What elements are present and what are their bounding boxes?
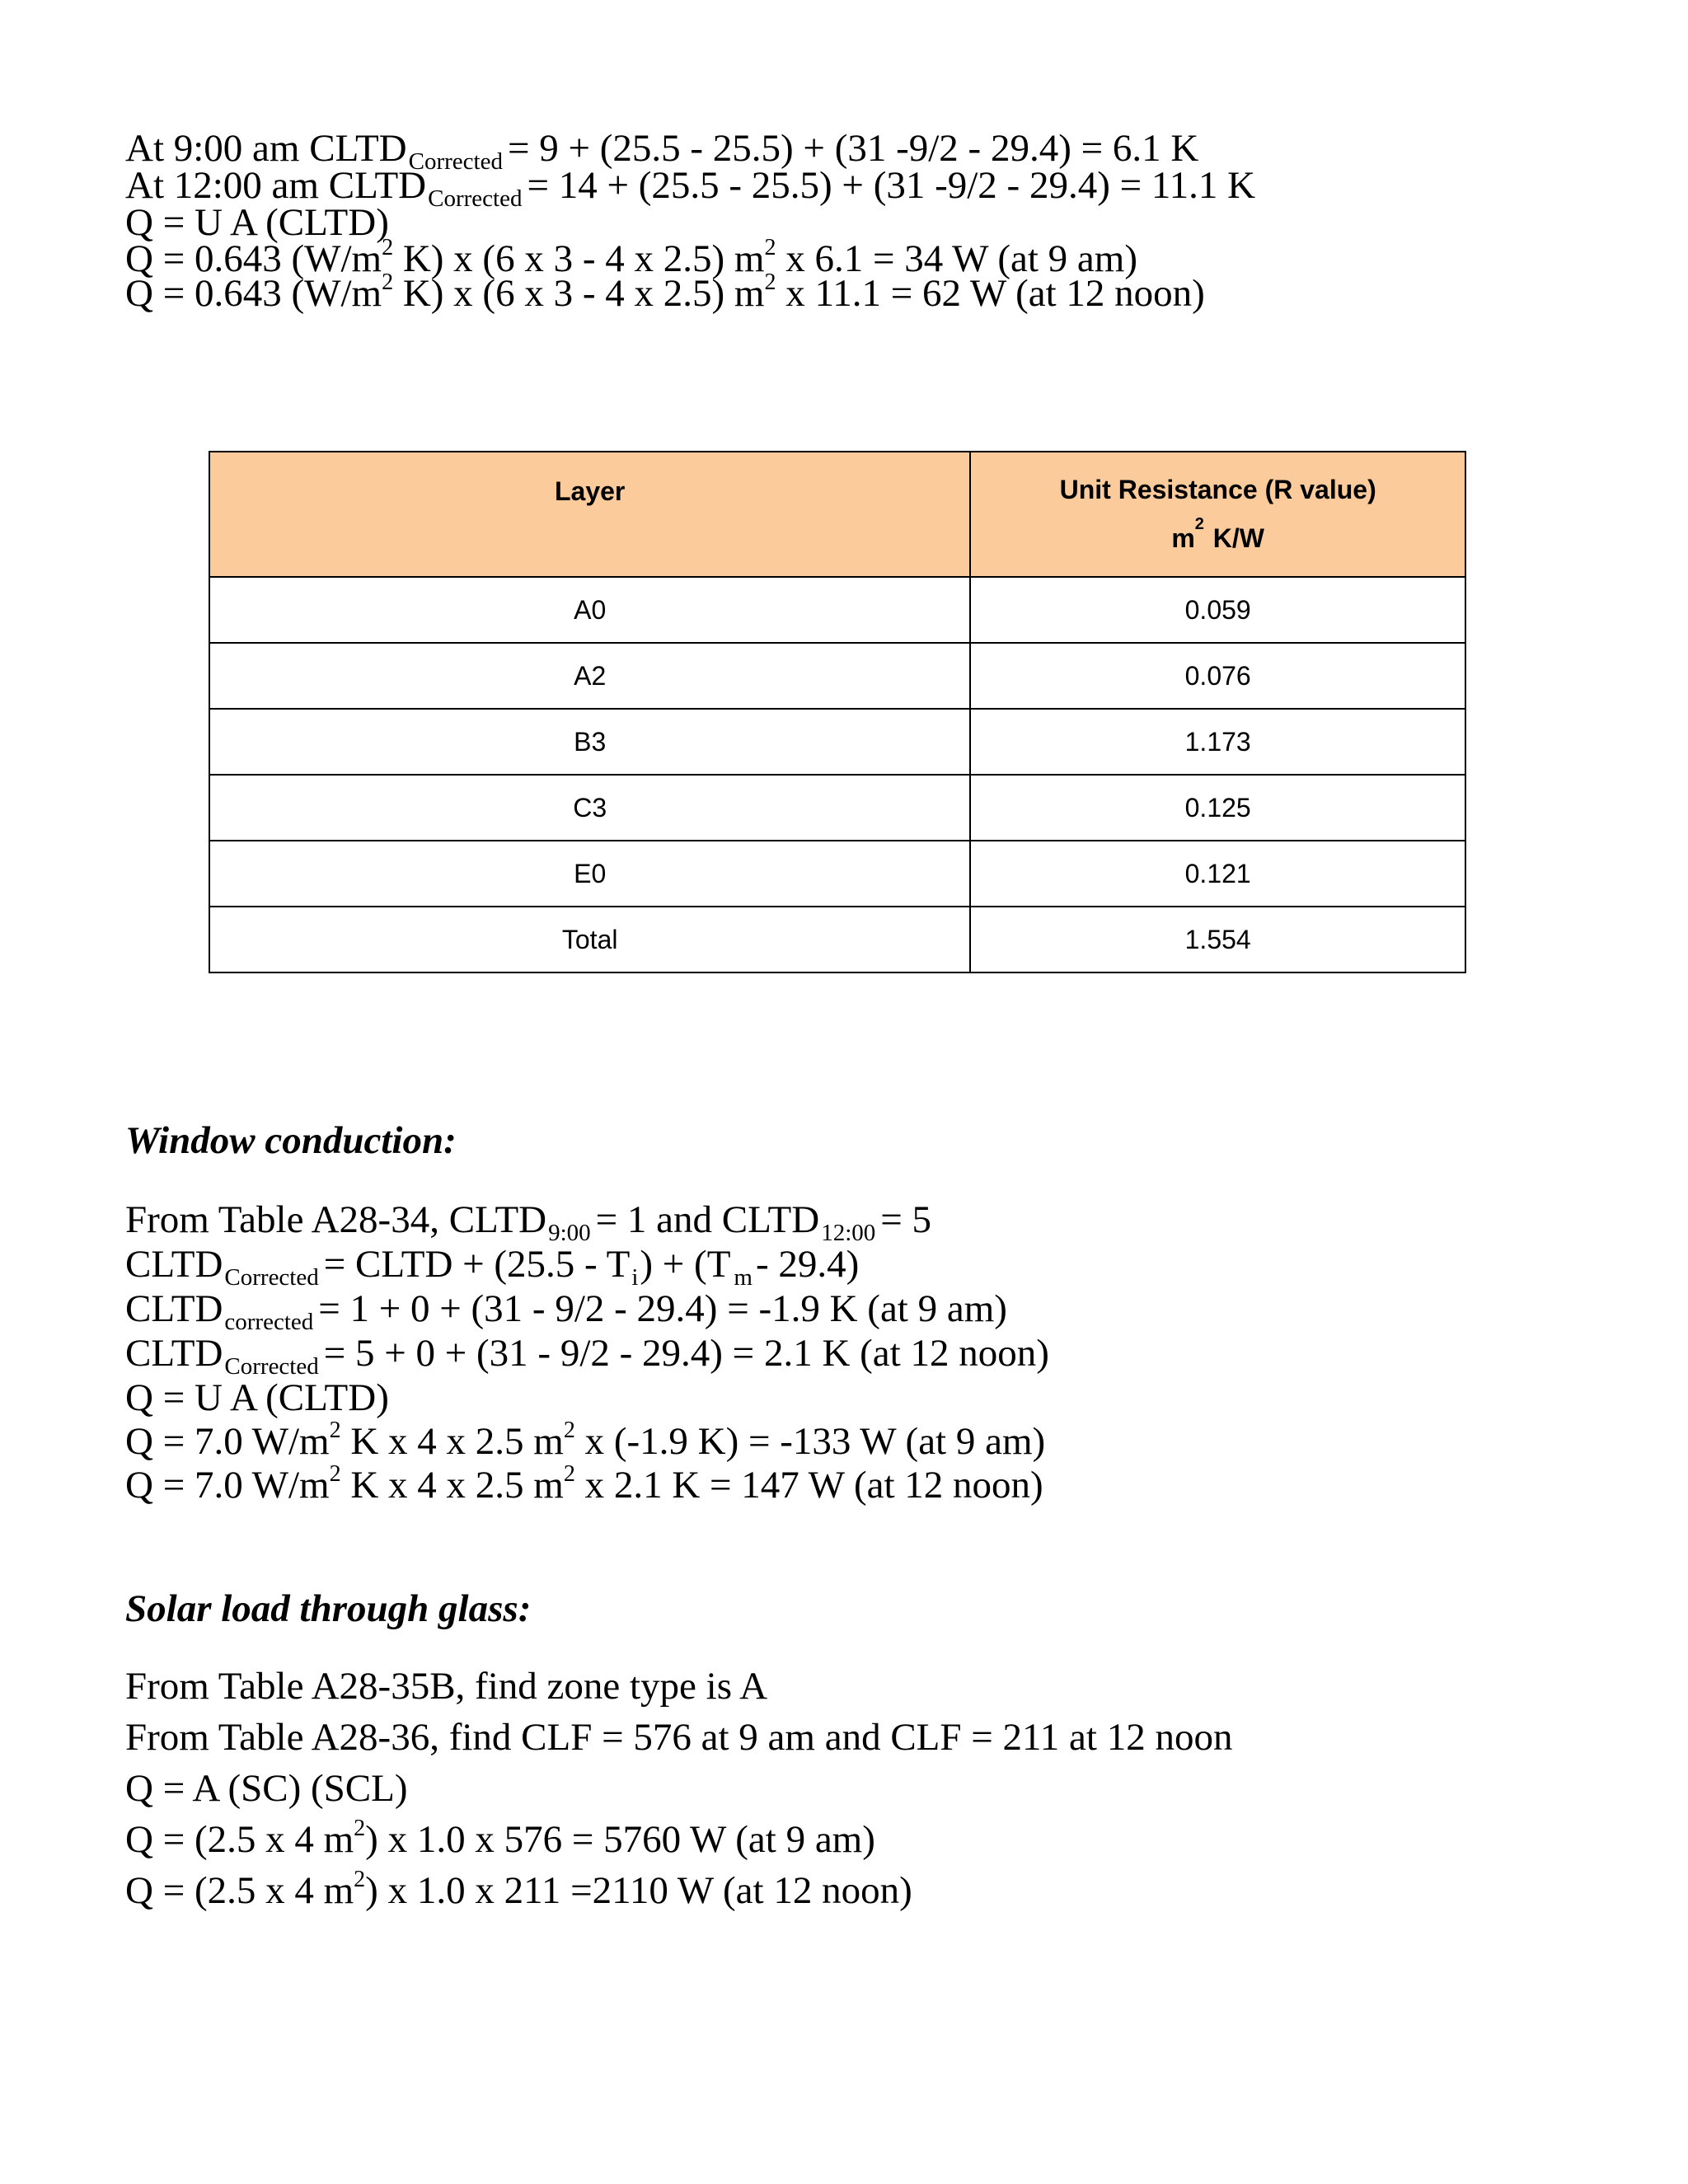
superscript: 2 [764,235,776,260]
text: K x 4 x 2.5 m [340,1420,564,1463]
unit-superscript: 2 [1194,515,1204,533]
text: Q = U A (CLTD) [125,1376,389,1419]
text: Q = (2.5 x 4 m [125,1869,354,1912]
table-header-row [209,452,1465,577]
subscript: m [734,1264,753,1291]
window-table-line [125,1199,931,1245]
superscript: 2 [764,269,776,295]
text: x 2.1 K = 147 W (at 12 noon) [574,1464,1043,1507]
text: ) + (T [640,1243,731,1286]
layer-cell: C3 [209,775,970,841]
text: = CLTD + (25.5 - T [323,1243,631,1286]
layer-cell: A2 [209,643,970,709]
window-conduction-heading: Window conduction: [125,1119,457,1162]
header-resistance-label: Unit Resistance (R value) [1059,475,1376,504]
text: x 11.1 = 62 W (at 12 noon) [776,272,1205,315]
text: K x 4 x 2.5 m [340,1464,564,1507]
table-row [209,841,1465,907]
text: From Table A28-34, CLTD [125,1198,547,1241]
superscript: 2 [382,269,394,295]
text: x 6.1 = 34 W (at 9 am) [776,237,1137,280]
text: = 5 [880,1198,932,1241]
text: = 1 + 0 + (31 - 9/2 - 29.4) = -1.9 K (at 9 am) [318,1287,1007,1330]
subscript: corrected [224,1309,314,1335]
text: Q = 7.0 W/m [125,1464,330,1507]
table-row-total [209,907,1465,972]
window-cltd-12noon-line [125,1333,1049,1379]
header-layer-label: Layer [554,476,626,506]
window-cltd-9am-line [125,1288,1007,1334]
subscript: 12:00 [821,1220,876,1246]
window-q-formula-line [125,1377,389,1418]
text: x (-1.9 K) = -133 W (at 9 am) [574,1420,1046,1463]
header-layer [209,452,970,577]
text: - 29.4) [755,1243,860,1286]
superscript: 2 [563,1418,575,1443]
text: Q = 7.0 W/m [125,1420,330,1463]
text: CLTD [125,1243,223,1286]
subscript: Corrected [224,1353,319,1380]
subscript: 9:00 [548,1220,591,1246]
layer-cell: E0 [209,841,970,907]
table-row [209,775,1465,841]
superscript: 2 [329,1461,341,1487]
table-row [209,643,1465,709]
text: = 5 + 0 + (31 - 9/2 - 29.4) = 2.1 K (at 12 noon) [323,1332,1049,1375]
unit-rest: K/W [1205,523,1264,553]
superscript: 2 [354,1867,366,1892]
solar-clf-line [125,1717,1232,1758]
text: Q = U A (CLTD) [125,201,389,244]
solar-q-9am-line [125,1816,875,1866]
text: = 1 and CLTD [595,1198,820,1241]
text: From Table A28-36, find CLF = 576 at 9 am and CLF = 211 at 12 noon [125,1716,1233,1759]
window-q-12noon-line [125,1461,1043,1511]
text: ) x 1.0 x 576 = 5760 W (at 9 am) [365,1818,875,1861]
layer-cell: B3 [209,709,970,775]
subscript: Corrected [408,148,503,175]
text: Q = A (SC) (SCL) [125,1767,408,1810]
text: = 9 + (25.5 - 25.5) + (31 -9/2 - 29.4) = 6.1 K [507,127,1199,170]
text: Q = (2.5 x 4 m [125,1818,354,1861]
window-cltd-formula-line [125,1244,859,1290]
table-row [209,577,1465,643]
superscript: 2 [382,235,394,260]
window-q-9am-line [125,1418,1046,1468]
table-row [209,709,1465,775]
unit-base: m [1171,523,1195,553]
header-resistance [970,452,1465,577]
superscript: 2 [329,1418,341,1443]
text: CLTD [125,1332,223,1375]
value-cell: 0.059 [970,577,1465,643]
text: CLTD [125,1287,223,1330]
value-cell: 1.554 [970,907,1465,972]
subscript: Corrected [224,1264,319,1291]
superscript: 2 [354,1816,366,1841]
resistance-table [209,451,1466,973]
text: K) x (6 x 3 - 4 x 2.5) m [393,237,765,280]
solar-q-12noon-line [125,1867,912,1917]
solar-q-formula-line [125,1768,408,1809]
value-cell: 0.125 [970,775,1465,841]
text: Q = 0.643 (W/m [125,272,382,315]
subscript: i [631,1264,639,1291]
solar-zone-line [125,1666,767,1707]
header-unit [971,515,1465,554]
text: At 9:00 am CLTD [125,127,407,170]
value-cell: 0.121 [970,841,1465,907]
q-12noon-line [125,269,1205,317]
text: From Table A28-35B, find zone type is A [125,1665,768,1708]
solar-load-heading: Solar load through glass: [125,1587,532,1630]
layer-cell: A0 [209,577,970,643]
text: Q = 0.643 (W/m [125,237,382,280]
text: = 14 + (25.5 - 25.5) + (31 -9/2 - 29.4) = 11.1 K [527,164,1256,207]
text: At 12:00 am CLTD [125,164,427,207]
subscript: Corrected [428,185,523,212]
text: ) x 1.0 x 211 =2110 W (at 12 noon) [365,1869,912,1912]
layer-cell: Total [209,907,970,972]
superscript: 2 [563,1461,575,1487]
q-formula-line [125,201,389,244]
value-cell: 1.173 [970,709,1465,775]
text: K) x (6 x 3 - 4 x 2.5) m [393,272,765,315]
value-cell: 0.076 [970,643,1465,709]
